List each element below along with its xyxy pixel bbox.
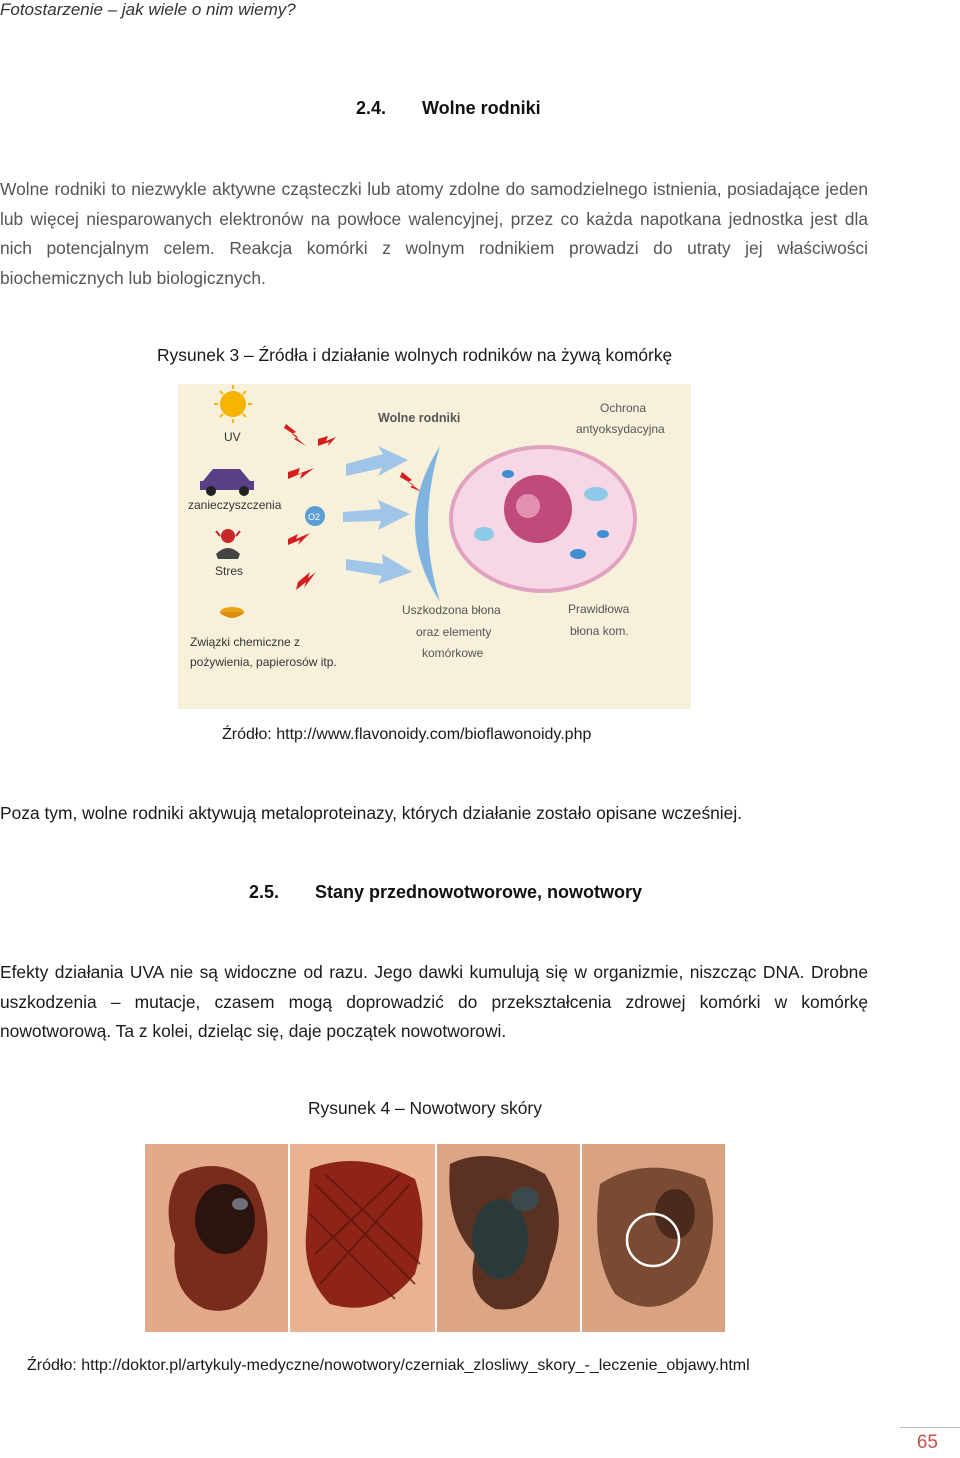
section-number: 2.4. <box>356 98 387 118</box>
label-protection-line1: Ochrona <box>600 401 647 415</box>
melanoma-photo-2 <box>290 1144 435 1332</box>
label-chemicals-line2: pożywienia, papierosów itp. <box>190 655 337 669</box>
label-damaged-line2: oraz elementy <box>416 625 492 639</box>
skin-cancer-photos <box>145 1144 725 1332</box>
label-uv: UV <box>224 430 241 444</box>
paragraph-free-radicals: Wolne rodniki to niezwykle aktywne cząsteczki lub atomy zdolne do samodzielnego istnienia, posiadające jeden lub więcej niesparowanych elektronów na powłoce walencyjnej, przez co każda napotkana jednostka jest dla nich potencjalnym celem. Reakcja komórki z wolnym rodnikiem prowadzi do utraty jej właściwości biochemicznych lub biologicznych. <box>0 179 868 288</box>
label-pollution: zanieczyszczenia <box>188 498 282 512</box>
page-number: 65 <box>916 1432 938 1453</box>
section-number: 2.5. <box>249 882 280 902</box>
label-protection-line2: antyoksydacyjna <box>576 422 665 436</box>
label-normal-line2: błona kom. <box>570 624 629 638</box>
label-damaged-line1: Uszkodzona błona <box>402 603 501 617</box>
free-radicals-diagram <box>178 384 691 709</box>
figure-3-image <box>178 384 691 709</box>
figure-4-source: Źródło: http://doktor.pl/artykuly-medyczne/nowotwory/czerniak_zlosliwy_skory_-_leczenie_objawy.html <box>27 1357 750 1374</box>
label-stress: Stres <box>215 564 244 578</box>
label-o2: O2 <box>308 512 321 522</box>
melanoma-photo-3 <box>437 1144 580 1332</box>
figure-4-caption: Rysunek 4 – Nowotwory skóry <box>308 1098 542 1118</box>
section-heading-2-5 <box>249 882 642 903</box>
label-free-radicals: Wolne rodniki <box>378 411 461 425</box>
paragraph-uva-effects: Efekty działania UVA nie są widoczne od razu. Jego dawki kumulują się w organizmie, niszcząc DNA. Drobne uszkodzenia – mutacje, czasem mogą doprowadzić do przekształcenia zdrowej komórki w komórkę nowotworową. Ta z kolei, dzieląc się, daje początek nowotworowi. <box>0 962 868 1041</box>
section-heading-2-4 <box>356 98 541 119</box>
label-normal-line1: Prawidłowa <box>568 602 630 616</box>
label-damaged-line3: komórkowe <box>422 646 484 660</box>
figure-3-source: Źródło: http://www.flavonoidy.com/bioflawonoidy.php <box>222 726 592 743</box>
melanoma-photo-1 <box>145 1144 288 1332</box>
section-title: Stany przednowotworowe, nowotwory <box>315 882 643 902</box>
label-chemicals-line1: Związki chemiczne z <box>190 635 301 649</box>
figure-3-caption: Rysunek 3 – Źródła i działanie wolnych rodników na żywą komórkę <box>157 345 673 365</box>
page-number-rule <box>900 1427 960 1428</box>
section-title: Wolne rodniki <box>422 98 541 118</box>
melanoma-photo-4 <box>582 1144 725 1332</box>
running-title: Fotostarzenie – jak wiele o nim wiemy? <box>0 0 296 19</box>
paragraph-metalloproteinases: Poza tym, wolne rodniki aktywują metaloproteinazy, których działanie zostało opisane wcześniej. <box>0 803 743 823</box>
figure-4-image <box>145 1144 725 1332</box>
cell-icon <box>451 447 635 591</box>
